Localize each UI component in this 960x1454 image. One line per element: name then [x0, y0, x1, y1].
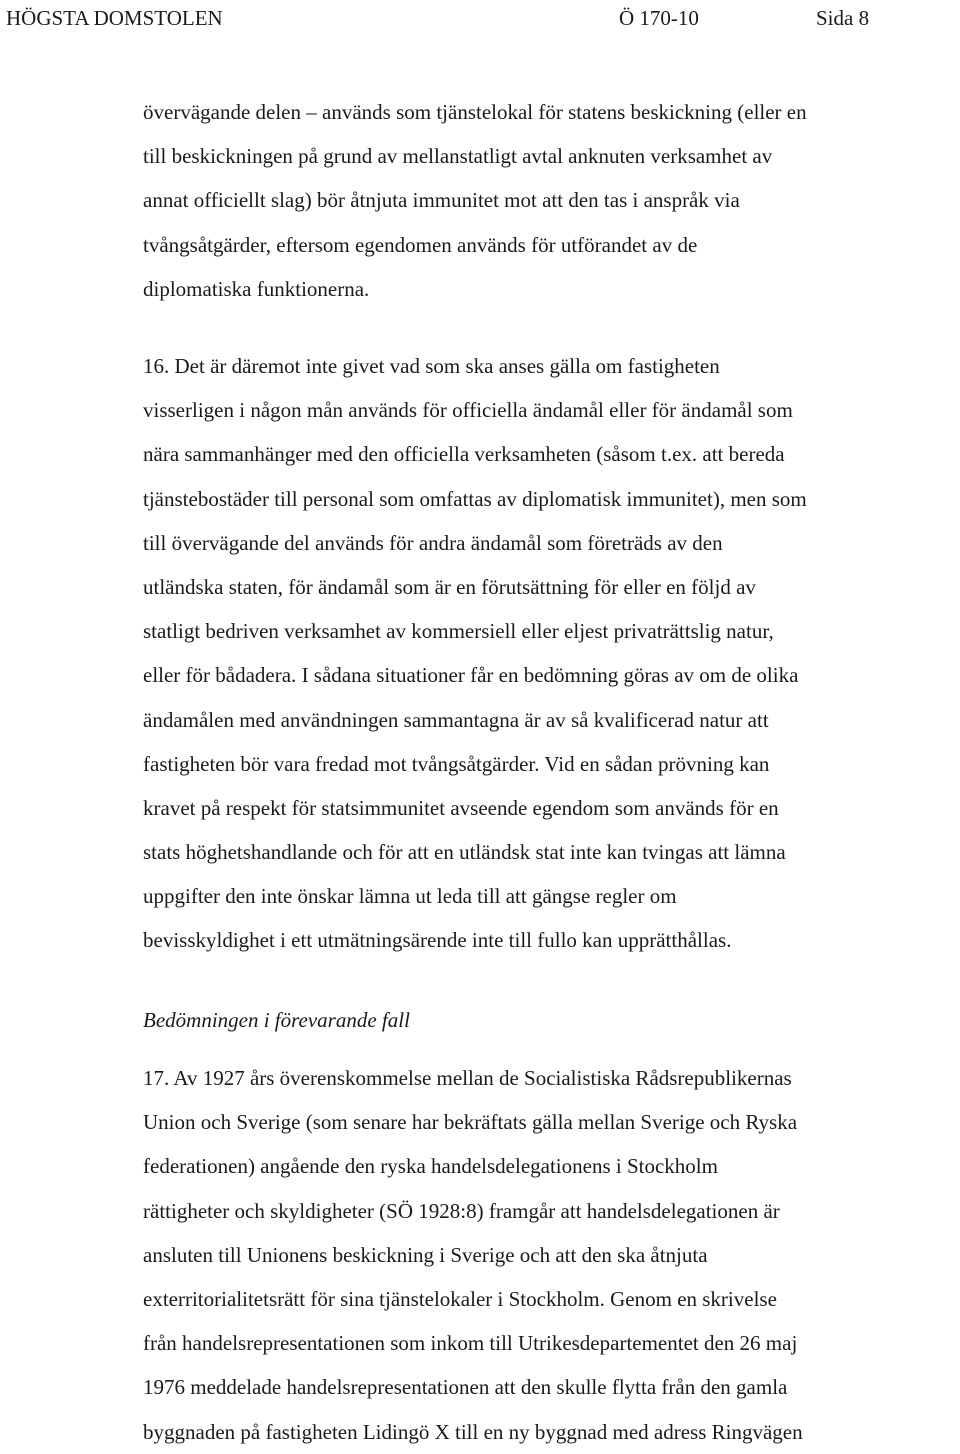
page-number: Sida 8 [816, 6, 870, 30]
text-line: bevisskyldighet i ett utmätningsärende inte till fullo kan upprätthållas. [143, 928, 732, 953]
text-line: till beskickningen på grund av mellanstatligt avtal anknuten verksamhet av [143, 144, 773, 169]
text-line: tvångsåtgärder, eftersom egendomen används för utförandet av de [143, 232, 698, 257]
text-line: tjänstebostäder till personal som omfattas av diplomatisk immunitet), men som [143, 486, 807, 511]
text-line: statligt bedriven verksamhet av kommersiell eller eljest privaträttslig natur, [143, 619, 774, 644]
text-line: från handelsrepresentationen som inkom till Utrikesdepartementet den 26 maj [143, 1331, 798, 1356]
text-line: fastigheten bör vara fredad mot tvångsåtgärder. Vid en sådan prövning kan [143, 751, 770, 776]
text-line: till övervägande del används för andra ändamål som företräds av den [143, 530, 723, 555]
text-line: ansluten till Unionens beskickning i Sverige och att den ska åtnjuta [143, 1242, 708, 1267]
text-line: annat officiellt slag) bör åtnjuta immunitet mot att den tas i anspråk via [143, 188, 740, 213]
intro-paragraph [143, 90, 955, 311]
text-line: 1976 meddelade handelsrepresentationen att den skulle flytta från den gamla [143, 1375, 788, 1400]
case-number: Ö 170-10 [619, 6, 699, 30]
page-header [0, 0, 960, 36]
text-line: visserligen i någon mån används för officiella ändamål eller för ändamål som [143, 398, 793, 423]
text-line: Union och Sverige (som senare har bekräftats gälla mellan Sverige och Ryska [143, 1110, 798, 1135]
text-line: övervägande delen – används som tjänstelokal för statens beskickning (eller en [143, 100, 807, 124]
court-name: HÖGSTA DOMSTOLEN [6, 6, 223, 30]
text-line: eller för bådadera. I sådana situationer får en bedömning göras av om de olika [143, 663, 799, 688]
text-line: nära sammanhänger med den officiella verksamheten (såsom t.ex. att bereda [143, 442, 785, 467]
text-line: 16. Det är däremot inte givet vad som ska anses gälla om fastigheten [143, 354, 720, 378]
text-line: federationen) angående den ryska handelsdelegationens i Stockholm [143, 1154, 718, 1179]
text-line: stats höghetshandlande och för att en utländsk stat inte kan tvingas att lämna [143, 840, 786, 865]
paragraph-17 [143, 1056, 955, 1454]
text-line: diplomatiska funktionerna. [143, 276, 370, 301]
text-line: uppgifter den inte önskar lämna ut leda till att gängse regler om [143, 884, 677, 909]
text-line: exterritorialitetsrätt för sina tjänstelokaler i Stockholm. Genom en skrivelse [143, 1286, 777, 1311]
text-line: kravet på respekt för statsimmunitet avseende egendom som används för en [143, 795, 779, 820]
section-heading: Bedömningen i förevarande fall [143, 1008, 410, 1032]
text-line: utländska staten, för ändamål som är en förutsättning för eller en följd av [143, 574, 756, 599]
text-line: 17. Av 1927 års överenskommelse mellan de Socialistiska Rådsrepublikernas [143, 1066, 792, 1090]
text-line: ändamålen med användningen sammantagna är av så kvalificerad natur att [143, 707, 769, 732]
paragraph-16 [143, 344, 955, 963]
text-line: byggnaden på fastigheten Lidingö X till en ny byggnad med adress Ringvägen [143, 1419, 803, 1444]
text-line: rättigheter och skyldigheter (SÖ 1928:8) framgår att handelsdelegationen är [143, 1198, 780, 1223]
